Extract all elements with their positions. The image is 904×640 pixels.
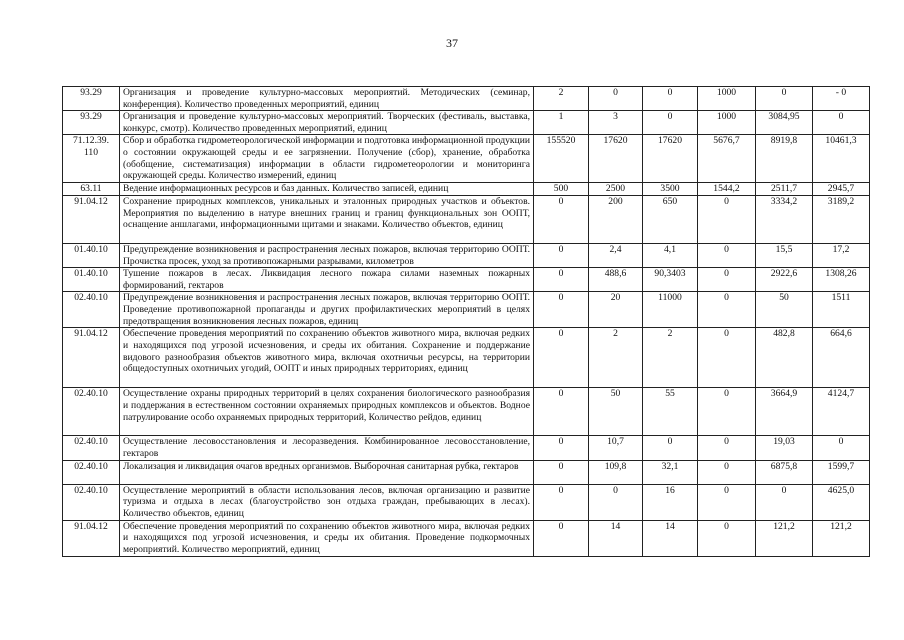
value-col-3: 2 (643, 328, 698, 388)
value-col-4: 0 (698, 460, 756, 484)
value-col-4: 0 (698, 243, 756, 267)
value-col-4: 0 (698, 388, 756, 436)
value-col-1: 0 (534, 328, 589, 388)
table-row (63, 183, 870, 196)
row-code: 91.04.12 (63, 328, 120, 388)
value-col-1: 0 (534, 388, 589, 436)
row-description: Осуществление лесовосстановления и лесоразведения. Комбинированное лесовосстановление, гектаров (120, 436, 534, 460)
table-row (63, 268, 870, 292)
table-row (63, 388, 870, 436)
table-row (63, 292, 870, 328)
value-col-3: 32,1 (643, 460, 698, 484)
row-code: 02.40.10 (63, 484, 120, 520)
value-col-3: 650 (643, 195, 698, 243)
value-col-6: 1599,7 (813, 460, 870, 484)
value-col-3: 17620 (643, 135, 698, 183)
value-col-2: 2500 (589, 183, 643, 196)
table-body (63, 87, 870, 557)
value-col-1: 2 (534, 87, 589, 111)
value-col-6: 121,2 (813, 520, 870, 556)
value-col-3: 14 (643, 520, 698, 556)
value-col-5: 15,5 (756, 243, 813, 267)
row-code: 02.40.10 (63, 436, 120, 460)
value-col-1: 0 (534, 268, 589, 292)
row-code: 91.04.12 (63, 195, 120, 243)
table-row (63, 87, 870, 111)
row-code: 02.40.10 (63, 460, 120, 484)
value-col-1: 0 (534, 292, 589, 328)
value-col-4: 0 (698, 484, 756, 520)
value-col-5: 3084,95 (756, 111, 813, 135)
value-col-1: 500 (534, 183, 589, 196)
value-col-4: 0 (698, 436, 756, 460)
value-col-6: 0 (813, 436, 870, 460)
row-description: Осуществление мероприятий в области использования лесов, включая организацию и развитие туризма и отдыха в лесах (благоустройство зон отдыха граждан, пребывающих в лесах). Количество объектов, единиц (120, 484, 534, 520)
value-col-1: 0 (534, 460, 589, 484)
value-col-2: 10,7 (589, 436, 643, 460)
table-row (63, 520, 870, 556)
value-col-5: 482,8 (756, 328, 813, 388)
value-col-1: 0 (534, 243, 589, 267)
value-col-2: 3 (589, 111, 643, 135)
table-row (63, 195, 870, 243)
value-col-5: 2922,6 (756, 268, 813, 292)
value-col-2: 20 (589, 292, 643, 328)
value-col-4: 1000 (698, 87, 756, 111)
value-col-4: 0 (698, 268, 756, 292)
value-col-4: 1000 (698, 111, 756, 135)
value-col-5: 6875,8 (756, 460, 813, 484)
value-col-6: 1511 (813, 292, 870, 328)
value-col-6: - 0 (813, 87, 870, 111)
value-col-2: 17620 (589, 135, 643, 183)
value-col-6: 664,6 (813, 328, 870, 388)
value-col-6: 2945,7 (813, 183, 870, 196)
value-col-5: 19,03 (756, 436, 813, 460)
row-description: Ведение информационных ресурсов и баз данных. Количество записей, единиц (120, 183, 534, 196)
value-col-1: 155520 (534, 135, 589, 183)
row-description: Сбор и обработка гидрометеорологической информации и подготовка информационной продукции о состоянии окружающей среды и ее загрязнении. Получение (сбор), хранение, обработка (обобщение, систематизация) информации в области гидрометеорологии и мониторинга окружающей среды. Количество измерений, единиц (120, 135, 534, 183)
row-code: 93.29 (63, 87, 120, 111)
row-description: Обеспечение проведения мероприятий по сохранению объектов животного мира, включая редких и находящихся под угрозой исчезновения, и среды их обитания. Проведение подкормочных мероприятий. Количество мероприятий, единиц (120, 520, 534, 556)
value-col-2: 50 (589, 388, 643, 436)
value-col-4: 0 (698, 292, 756, 328)
value-col-2: 14 (589, 520, 643, 556)
value-col-1: 0 (534, 520, 589, 556)
value-col-5: 0 (756, 87, 813, 111)
value-col-6: 3189,2 (813, 195, 870, 243)
page-number: 37 (446, 36, 458, 50)
row-code: 71.12.39. 110 (63, 135, 120, 183)
value-col-3: 55 (643, 388, 698, 436)
value-col-4: 0 (698, 520, 756, 556)
table-row (63, 484, 870, 520)
value-col-3: 0 (643, 111, 698, 135)
table-row (63, 111, 870, 135)
value-col-1: 0 (534, 484, 589, 520)
row-description: Организация и проведение культурно-массовых мероприятий. Творческих (фестиваль, выставка, конкурс, смотр). Количество проведенных мероприятий, единиц (120, 111, 534, 135)
value-col-5: 3664,9 (756, 388, 813, 436)
table-row (63, 436, 870, 460)
value-col-5: 2511,7 (756, 183, 813, 196)
value-col-3: 0 (643, 436, 698, 460)
value-col-4: 0 (698, 328, 756, 388)
value-col-2: 488,6 (589, 268, 643, 292)
table-row (63, 243, 870, 267)
row-description: Предупреждение возникновения и распространения лесных пожаров, включая территорию ООПТ. Прочистка просек, уход за противопожарными разрывами, километров (120, 243, 534, 267)
value-col-1: 0 (534, 195, 589, 243)
value-col-5: 121,2 (756, 520, 813, 556)
row-description: Сохранение природных комплексов, уникальных и эталонных природных участков и объектов. Мероприятия по выделению в натуре внешних границ и границ функциональных зон ООПТ, оснащение аншлагами, информационными щитами и знаками. Количество объектов, единиц (120, 195, 534, 243)
table-row (63, 460, 870, 484)
value-col-5: 0 (756, 484, 813, 520)
value-col-6: 10461,3 (813, 135, 870, 183)
value-col-6: 17,2 (813, 243, 870, 267)
value-col-2: 0 (589, 484, 643, 520)
value-col-2: 200 (589, 195, 643, 243)
row-code: 63.11 (63, 183, 120, 196)
data-table (62, 86, 870, 557)
value-col-5: 8919,8 (756, 135, 813, 183)
row-code: 01.40.10 (63, 243, 120, 267)
table-row (63, 135, 870, 183)
row-description: Обеспечение проведения мероприятий по сохранению объектов животного мира, включая редких и находящихся под угрозой исчезновения, и среды их обитания. Сохранение и поддержание видового разнообразия объектов животного мира, включая охотничьи ресурсы, на территории общедоступных охотничьих угодий, ООПТ и иных природных территориях, единиц (120, 328, 534, 388)
value-col-3: 3500 (643, 183, 698, 196)
table-row (63, 328, 870, 388)
value-col-3: 16 (643, 484, 698, 520)
value-col-4: 1544,2 (698, 183, 756, 196)
row-code: 02.40.10 (63, 388, 120, 436)
value-col-1: 0 (534, 436, 589, 460)
value-col-1: 1 (534, 111, 589, 135)
value-col-5: 50 (756, 292, 813, 328)
value-col-6: 1308,26 (813, 268, 870, 292)
value-col-3: 4,1 (643, 243, 698, 267)
row-description: Предупреждение возникновения и распространения лесных пожаров, включая территорию ООПТ. Проведение противопожарной пропаганды и других профилактических мероприятий в целях предотвращения возникновения лесных пожаров, единиц (120, 292, 534, 328)
value-col-5: 3334,2 (756, 195, 813, 243)
row-code: 02.40.10 (63, 292, 120, 328)
row-code: 01.40.10 (63, 268, 120, 292)
value-col-2: 2,4 (589, 243, 643, 267)
row-description: Тушение пожаров в лесах. Ликвидация лесного пожара силами наземных пожарных формирований, гектаров (120, 268, 534, 292)
value-col-4: 0 (698, 195, 756, 243)
value-col-6: 4625,0 (813, 484, 870, 520)
row-code: 93.29 (63, 111, 120, 135)
value-col-6: 4124,7 (813, 388, 870, 436)
value-col-2: 2 (589, 328, 643, 388)
row-description: Локализация и ликвидация очагов вредных организмов. Выборочная санитарная рубка, гектаров (120, 460, 534, 484)
value-col-2: 0 (589, 87, 643, 111)
value-col-2: 109,8 (589, 460, 643, 484)
row-description: Осуществление охраны природных территорий в целях сохранения биологического разнообразия и поддержания в естественном состоянии охраняемых природных комплексов и объектов. Водное патрулирование особо охраняемых природных территорий, Количество рейдов, единиц (120, 388, 534, 436)
row-code: 91.04.12 (63, 520, 120, 556)
value-col-6: 0 (813, 111, 870, 135)
row-description: Организация и проведение культурно-массовых мероприятий. Методических (семинар, конференция). Количество проведенных мероприятий, единиц (120, 87, 534, 111)
value-col-4: 5676,7 (698, 135, 756, 183)
value-col-3: 11000 (643, 292, 698, 328)
value-col-3: 0 (643, 87, 698, 111)
value-col-3: 90,3403 (643, 268, 698, 292)
